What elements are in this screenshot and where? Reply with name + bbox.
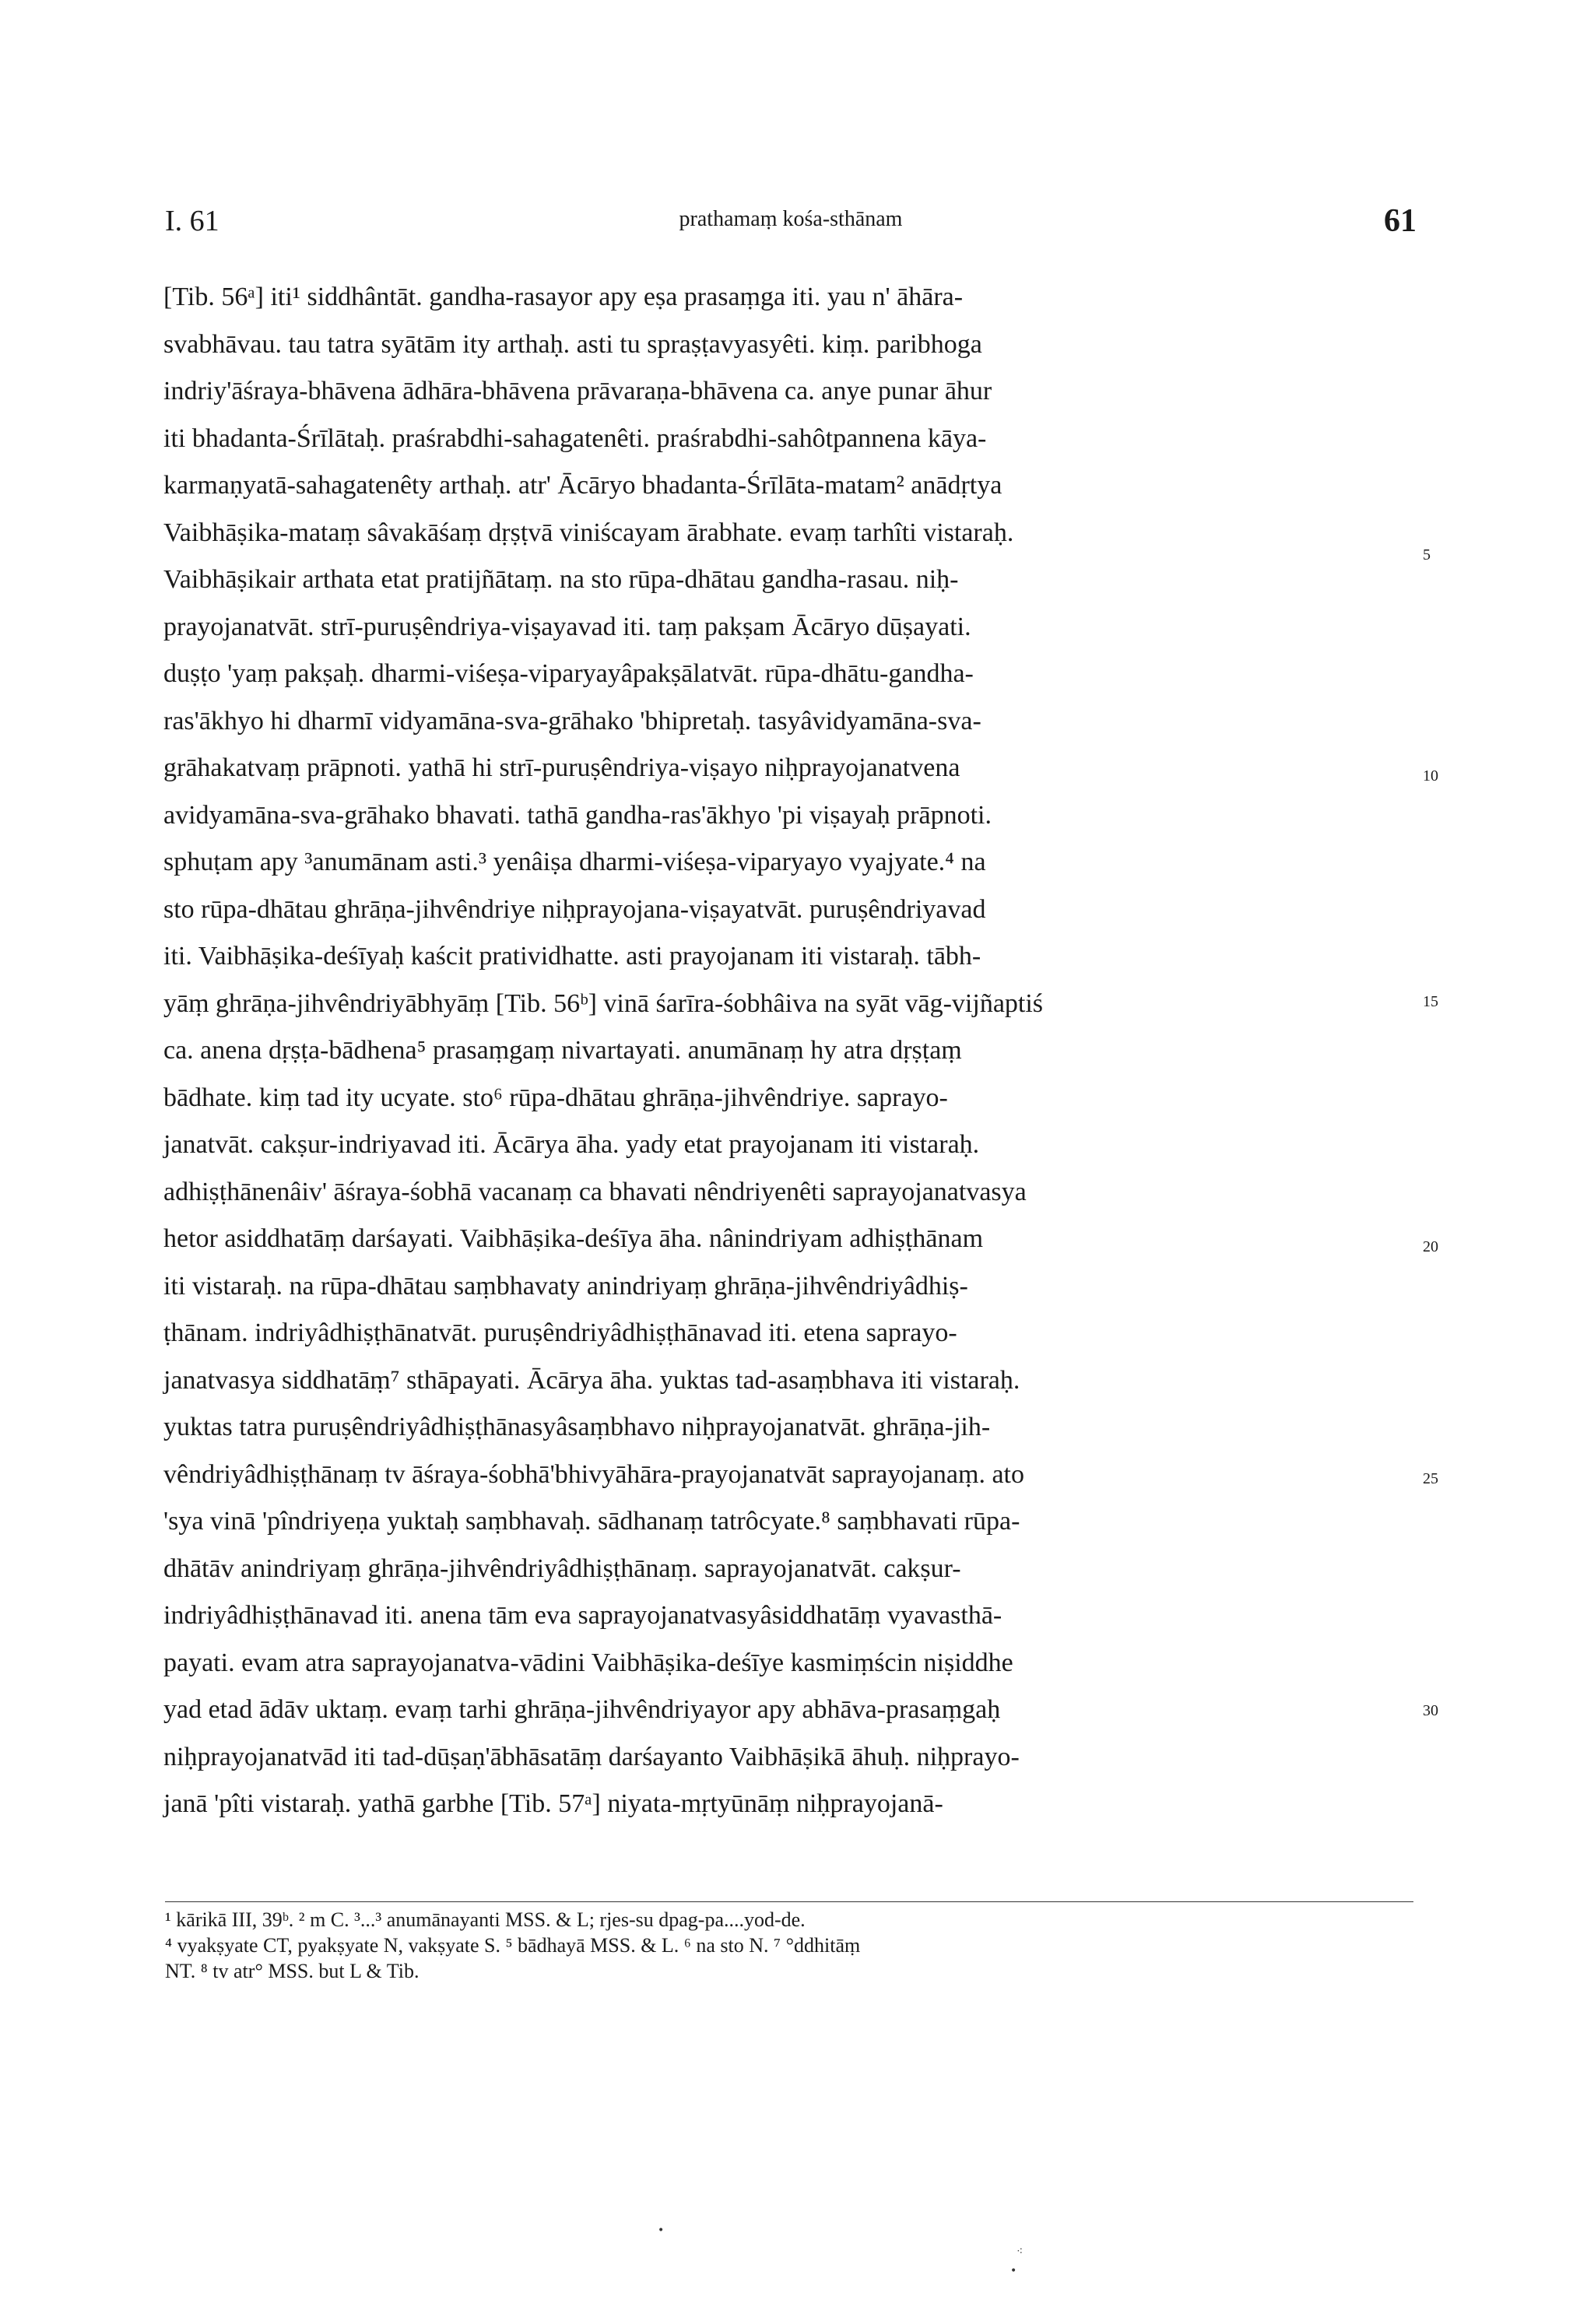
running-title: prathamaṃ kośa-sthānam	[679, 207, 903, 231]
text-line: janatvasya siddhatāṃ⁷ sthāpayati. Ācārya āha. yuktas tad-asaṃbhava iti vistaraḥ.	[163, 1365, 1020, 1395]
page-number: 61	[1384, 203, 1417, 239]
line-number: 30	[1423, 1702, 1438, 1719]
text-line: iti bhadanta-Śrīlātaḥ. praśrabdhi-sahagatenêti. praśrabdhi-sahôtpannena kāya-	[163, 423, 987, 453]
footnote-line: NT. ⁸ tv atr° MSS. but L & Tib.	[165, 1960, 420, 1982]
text-line: Vaibhāṣikair arthata etat pratijñātaṃ. na sto rūpa-dhātau gandha-rasau. niḥ-	[163, 565, 959, 594]
text-line: dhātāv anindriyaṃ ghrāṇa-jihvêndriyâdhiṣṭhānaṃ. saprayojanatvāt. cakṣur-	[163, 1553, 961, 1583]
text-line: hetor asiddhatāṃ darśayati. Vaibhāṣika-deśīya āha. nânindriyam adhiṣṭhānam	[163, 1224, 984, 1253]
text-line: sto rūpa-dhātau ghrāṇa-jihvêndriye niḥprayojana-viṣayatvāt. puruṣêndriyavad	[163, 894, 986, 924]
line-number: 10	[1423, 767, 1438, 785]
text-line: janā 'pîti vistaraḥ. yathā garbhe [Tib. 57ᵃ] niyata-mṛtyūnāṃ niḥprayojanā-	[163, 1789, 943, 1818]
footnotes	[165, 1907, 1413, 1984]
footnote-line: ¹ kārikā III, 39ᵇ. ² m C. ³...³ anumānayanti MSS. & L; rjes-su dpag-pa....yod-de.	[165, 1908, 806, 1931]
text-line: adhiṣṭhānenâiv' āśraya-śobhā vacanaṃ ca bhavati nêndriyenêti saprayojanatvasya	[163, 1177, 1027, 1206]
text-line: vêndriyâdhiṣṭhānaṃ tv āśraya-śobhā'bhivyāhāra-prayojanatvāt saprayojanaṃ. ato	[163, 1459, 1024, 1489]
text-line: svabhāvau. tau tatra syātām ity arthaḥ. asti tu spraṣṭavyasyêti. kiṃ. paribhoga	[163, 329, 982, 359]
text-line: duṣṭo 'yaṃ pakṣaḥ. dharmi-viśeṣa-viparyayâpakṣālatvāt. rūpa-dhātu-gandha-	[163, 659, 974, 688]
running-header	[165, 204, 1417, 251]
text-line: avidyamāna-sva-grāhako bhavati. tathā gandha-ras'ākhyo 'pi viṣayaḥ prāpnoti.	[163, 800, 992, 830]
text-line: payati. evam atra saprayojanatva-vādini Vaibhāṣika-deśīye kasmiṃścin niṣiddhe	[163, 1648, 1013, 1677]
text-line: grāhakatvaṃ prāpnoti. yathā hi strī-puruṣêndriya-viṣayo niḥprayojanatvena	[163, 753, 960, 782]
print-speck: •	[1010, 2265, 1017, 2277]
text-line: bādhate. kiṃ tad ity ucyate. sto⁶ rūpa-dhātau ghrāṇa-jihvêndriye. saprayo-	[163, 1083, 948, 1112]
text-line: sphuṭam apy ³anumānam asti.³ yenâiṣa dharmi-viśeṣa-viparyayo vyajyate.⁴ na	[163, 848, 986, 876]
main-text	[163, 274, 1413, 1828]
line-number: 5	[1423, 546, 1431, 563]
line-number: 15	[1423, 993, 1438, 1010]
text-line: iti vistaraḥ. na rūpa-dhātau saṃbhavaty anindriyaṃ ghrāṇa-jihvêndriyâdhiṣ-	[163, 1271, 968, 1301]
text-line: yad etad ādāv uktaṃ. evaṃ tarhi ghrāṇa-jihvêndriyayor apy abhāva-prasaṃgaḥ	[163, 1695, 1001, 1724]
text-line: 'sya vinā 'pîndriyeṇa yuktaḥ saṃbhavaḥ. sādhanaṃ tatrôcyate.⁸ saṃbhavati rūpa-	[163, 1507, 1020, 1536]
text-line: prayojanatvāt. strī-puruṣêndriya-viṣayavad iti. taṃ pakṣam Ācāryo dūṣayati.	[163, 612, 971, 641]
text-line: Vaibhāṣika-mataṃ sâvakāśaṃ dṛṣṭvā viniścayam ārabhate. evaṃ tarhîti vistaraḥ.	[163, 518, 1014, 547]
line-number: 20	[1423, 1238, 1438, 1255]
text-line: niḥprayojanatvād iti tad-dūṣaṇ'ābhāsatāṃ darśayanto Vaibhāṣikā āhuḥ. niḥprayo-	[163, 1742, 1020, 1771]
line-number: 25	[1423, 1470, 1438, 1487]
print-speck: •	[658, 2224, 665, 2237]
text-line: indriy'āśraya-bhāvena ādhāra-bhāvena prāvaraṇa-bhāvena ca. anye punar āhur	[163, 377, 992, 405]
text-line: ca. anena dṛṣṭa-bādhena⁵ prasaṃgaṃ nivartayati. anumānaṃ hy atra dṛṣṭaṃ	[163, 1036, 962, 1065]
text-line: ṭhānam. indriyâdhiṣṭhānatvāt. puruṣêndriyâdhiṣṭhānavad iti. etena saprayo-	[163, 1318, 957, 1347]
print-speck: ⁖	[1016, 2245, 1023, 2258]
text-line: yuktas tatra puruṣêndriyâdhiṣṭhānasyâsaṃbhavo niḥprayojanatvāt. ghrāṇa-jih-	[163, 1413, 991, 1441]
text-line: iti. Vaibhāṣika-deśīyaḥ kaścit pratividhatte. asti prayojanam iti vistaraḥ. tābh-	[163, 942, 981, 971]
footnote-divider	[165, 1901, 1413, 1902]
footnote-line: ⁴ vyakṣyate CT, pyakṣyate N, vakṣyate S. ⁵ bādhayā MSS. & L. ⁶ na sto N. ⁷ °ddhitāṃ	[165, 1934, 861, 1957]
text-line: yāṃ ghrāṇa-jihvêndriyābhyāṃ [Tib. 56ᵇ] vinā śarīra-śobhâiva na syāt vāg-vijñaptiś	[163, 988, 1044, 1018]
text-line: indriyâdhiṣṭhānavad iti. anena tām eva saprayojanatvasyâsiddhatāṃ vyavasthā-	[163, 1601, 1002, 1630]
section-reference: I. 61	[165, 205, 219, 237]
text-line: [Tib. 56ᵃ] iti¹ siddhântāt. gandha-rasayor apy eṣa prasaṃga iti. yau n' āhāra-	[163, 283, 964, 311]
text-line: karmaṇyatā-sahagatenêty arthaḥ. atr' Ācāryo bhadanta-Śrīlāta-matam² anādṛtya	[163, 471, 1002, 500]
text-line: janatvāt. cakṣur-indriyavad iti. Ācārya āha. yady etat prayojanam iti vistaraḥ.	[163, 1130, 980, 1159]
text-line: ras'ākhyo hi dharmī vidyamāna-sva-grāhako 'bhipretaḥ. tasyâvidyamāna-sva-	[163, 706, 981, 735]
